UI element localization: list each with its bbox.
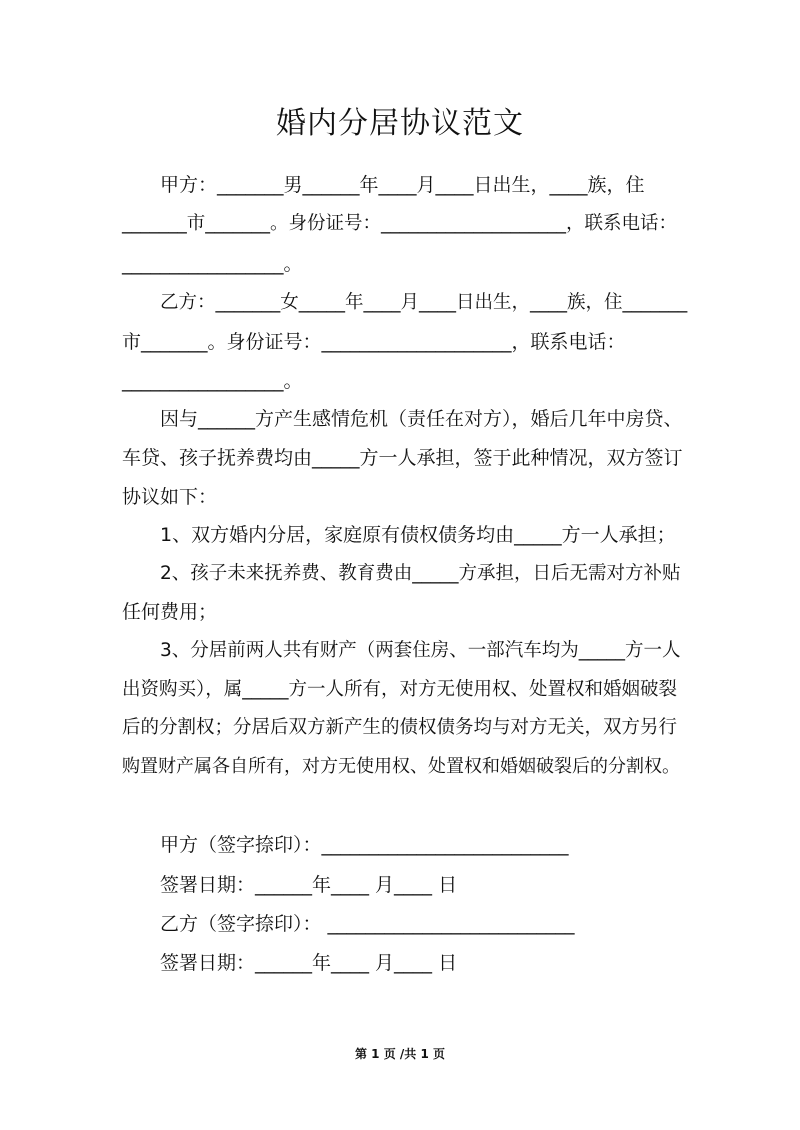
party-b-info-line-3: _________________。 (122, 370, 303, 392)
intro-paragraph-line-3: 协议如下： (122, 486, 218, 508)
intro-paragraph-line-2: 车贷、孩子抚养费均由_____方一人承担，签于此种情况，双方签订 (122, 447, 683, 469)
party-a-info-line-1: 甲方：_______男______年____月____日出生，____族，住 (160, 174, 645, 196)
party-a-info-line-3: _________________。 (122, 253, 303, 275)
party-b-info-line-2: 市_______。身份证号：____________________，联系电话： (122, 331, 626, 353)
clause-2-line-1: 2、孩子未来抚养费、教育费由_____方承担，日后无需对方补贴 (160, 563, 681, 584)
party-b-sign-date-line: 签署日期：______年____ 月____ 日 (160, 952, 458, 974)
party-b-info-line-1: 乙方：_______女_____年____月____日出生，____族，住_______ (160, 292, 688, 313)
clause-3-line-3: 后的分割权；分居后双方新产生的债权债务均与对方无关，双方另行 (122, 717, 678, 738)
intro-paragraph-line-1: 因与______方产生感情危机（责任在对方），婚后几年中房贷、 (160, 408, 683, 430)
clause-3-line-1: 3、分居前两人共有财产（两套住房、一部汽车均为_____方一人 (160, 640, 681, 661)
party-a-signature-line: 甲方（签字捺印）：__________________________ (160, 834, 569, 856)
clause-2-line-2: 任何费用； (122, 601, 218, 623)
party-a-info-line-2: _______市_______。身份证号：____________________，联系电话： (122, 213, 678, 234)
clause-3-line-4: 购置财产属各自所有，对方无使用权、处置权和婚姻破裂后的分割权。 (122, 756, 680, 777)
document-title: 婚内分居协议范文 (276, 106, 524, 141)
clause-3-line-2: 出资购买），属_____方一人所有，对方无使用权、处置权和婚姻破裂 (122, 679, 678, 700)
page-number: 第 1 页 /共 1 页 (355, 1047, 445, 1061)
clause-1-line-1: 1、双方婚内分居，家庭原有债权债务均由_____方一人承担； (160, 524, 676, 546)
party-a-sign-date-line: 签署日期：______年____ 月____ 日 (160, 874, 458, 896)
party-b-signature-line: 乙方（签字捺印）： __________________________ (160, 913, 575, 935)
